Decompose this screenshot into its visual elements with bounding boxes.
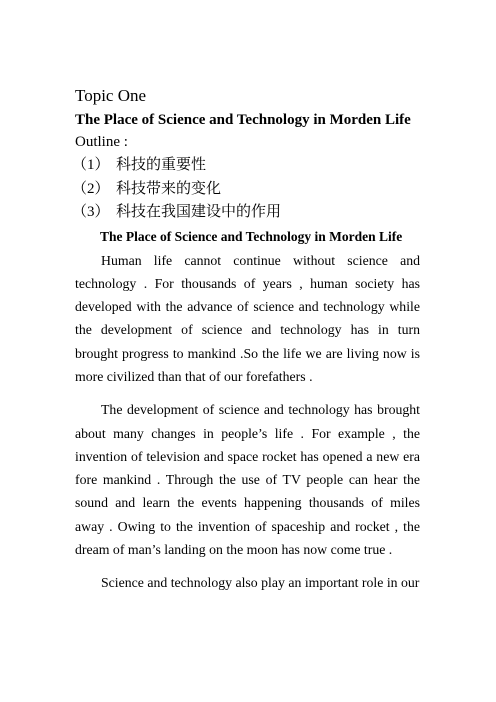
outline-item-text: 科技的重要性 (116, 157, 207, 173)
essay-paragraph: The development of science and technology has brought about many changes in people’s life . For example , the invention of television and space rocket has opened a new era fore mankind . Through the use of TV people can hear the sound and learn the events happening thousands of miles away . Owing to the invention of spaceship and rocket , the dream of man’s landing on the moon has now come true . (75, 402, 420, 558)
outline-item-text: 科技在我国建设中的作用 (116, 204, 282, 220)
essay-paragraph: Science and technology also play an important role in our (101, 575, 420, 591)
outline-list (72, 154, 420, 225)
outline-label: Outline : (75, 134, 128, 150)
essay-title: The Place of Science and Technology in Morden Life (100, 228, 403, 244)
outline-item (72, 201, 420, 225)
outline-item-text: 科技带来的变化 (116, 180, 222, 197)
outline-item-number: （2） (72, 180, 110, 197)
outline-item (72, 178, 420, 202)
outline-item-number: （3） (72, 204, 110, 220)
topic-title: The Place of Science and Technology in Morden Life (75, 112, 411, 128)
topic-heading: Topic One (75, 86, 147, 105)
outline-item-number: （1） (72, 157, 110, 173)
essay-paragraph: Human life cannot continue without science and technology . For thousands of years , human society has developed with the advance of science and technology while the development of science and technology has in turn brought progress to mankind .So the life we are living now is more civilized than that of our forefathers . (75, 252, 420, 384)
outline-item (72, 154, 420, 178)
